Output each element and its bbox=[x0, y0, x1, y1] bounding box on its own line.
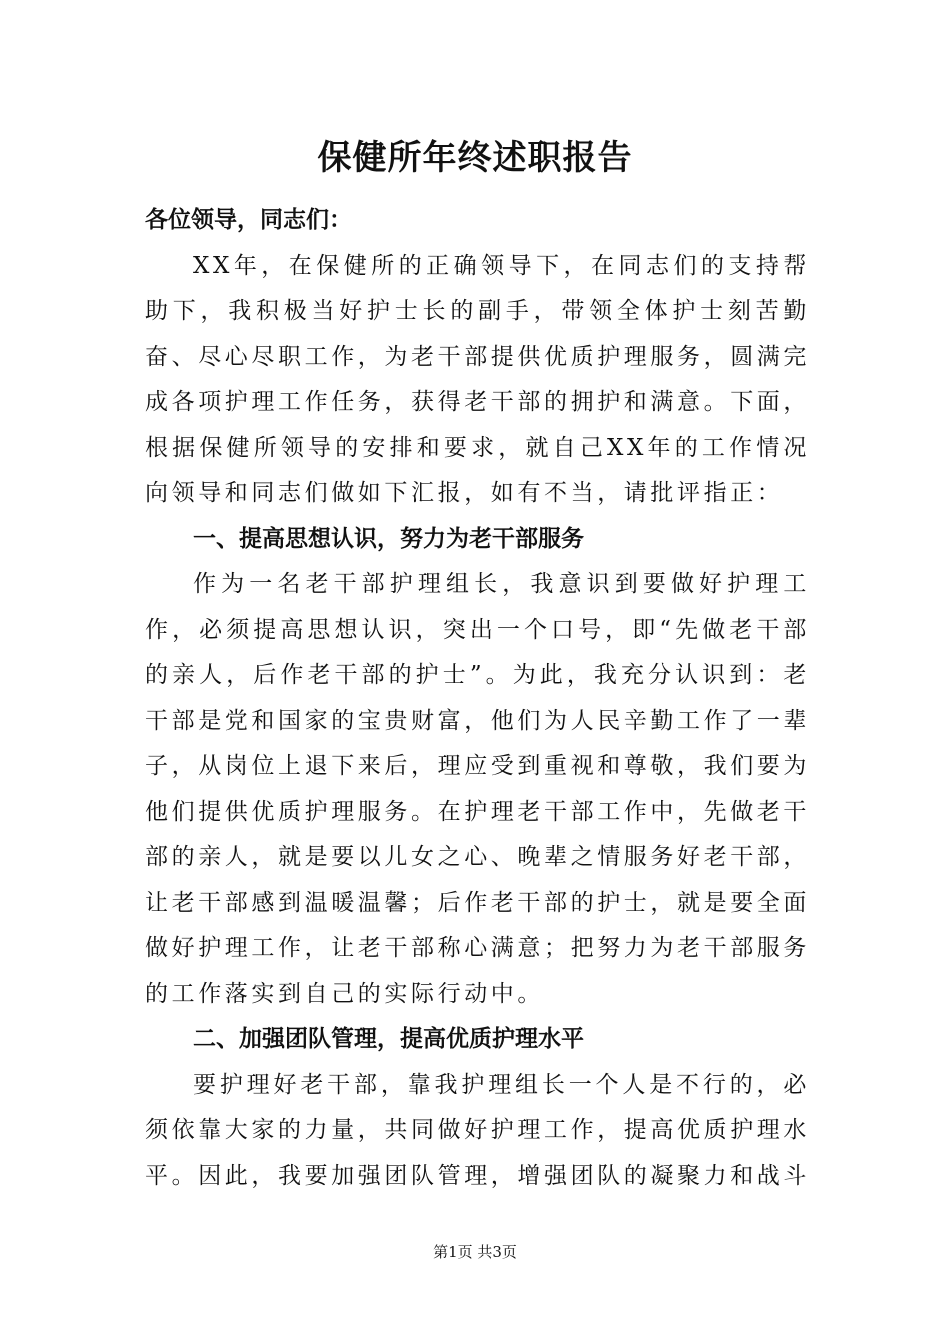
salutation: 各位领导，同志们： bbox=[145, 207, 352, 233]
section-heading-1: 一、提高思想认识，努力为老干部服务 bbox=[193, 525, 584, 552]
page-footer: 第1页 共3页 bbox=[433, 1243, 517, 1261]
document-title: 保健所年终述职报告 bbox=[317, 138, 633, 178]
section-paragraph-1: 作为一名老干部护理组长，我意识到要做好护理工作，必须提高思想认识，突出一个口号，即“先做老干部的亲人，后作老干部的护士”。为此，我充分认识到：老干部是党和国家的宝贵财富，他们为人民辛勤工作了一辈子，从岗位上退下来后，理应受到重视和尊敬，我们要为他们提供优质护理服务。在护理老干部工作中，先做老干部的亲人，就是要以儿女之心、晚辈之情服务好老干部，让老干部感到温暖温馨；后作老干部的护士，就是要全面做好护理工作，让老干部称心满意；把努力为老干部服务的工作落实到自己的实际行动中。 bbox=[145, 571, 810, 1007]
section-heading-2: 二、加强团队管理，提高优质护理水平 bbox=[193, 1026, 584, 1052]
document-body bbox=[145, 198, 810, 1199]
section-paragraph-2: 要护理好老干部，靠我护理组长一个人是不行的，必须依靠大家的力量，共同做好护理工作，提高优质护理水平。因此，我要加强团队管理，增强团队的凝聚力和战斗 bbox=[145, 1071, 810, 1189]
intro-paragraph: XX年，在保健所的正确领导下，在同志们的支持帮助下，我积极当好护士长的副手，带领全体护士刻苦勤奋、尽心尽职工作，为老干部提供优质护理服务，圆满完成各项护理工作任务，获得老干部的拥护和满意。下面，根据保健所领导的安排和要求，就自己XX年的工作情况向领导和同志们做如下汇报，如有不当，请批评指正： bbox=[145, 252, 810, 506]
